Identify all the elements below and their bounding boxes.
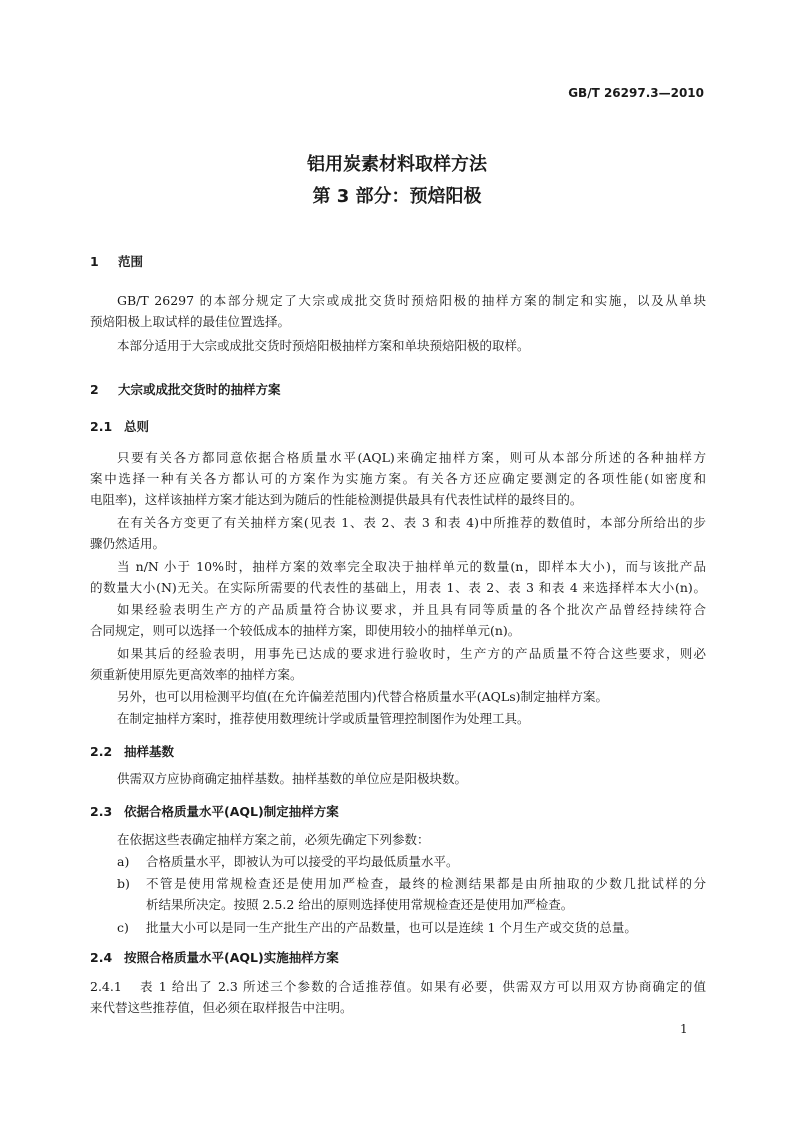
standard-number: GB/T 26297.3—2010 (568, 86, 704, 100)
paragraph-line: 来代替这些推荐值，但必须在取样报告中注明。 (90, 1000, 353, 1015)
paragraph-line: 案中选择一种有关各方都认可的方案作为实施方案。有关各方还应确定要测定的各项性能(如密度和 (90, 471, 706, 486)
paragraph: 在依据这些表确定抽样方案之前，必须先确定下列参数： (117, 832, 430, 847)
section-number: 2.1 (90, 419, 113, 434)
paragraph-line: GB/T 26297 的本部分规定了大宗或成批交货时预焙阳极的抽样方案的制定和实施，以及从单块 (117, 293, 706, 308)
section-1-heading (90, 252, 143, 270)
section-number: 2.3 (90, 804, 113, 819)
section-number: 1 (90, 254, 99, 269)
list-marker-a: a) (117, 854, 130, 869)
paragraph-line: 表 1 给出了 2.3 所述三个参数的合适推荐值。如果有必要，供需双方可以用双方协商确定的值 (140, 979, 706, 994)
paragraph-line: 如果经验表明生产方的产品质量符合协议要求，并且具有同等质量的各个批次产品曾经持续符合 (117, 602, 706, 617)
section-title: 总则 (124, 419, 150, 434)
page-number: 1 (680, 1022, 688, 1036)
section-2-2-heading (90, 742, 174, 760)
section-title: 大宗或成批交货时的抽样方案 (118, 382, 281, 397)
section-2-1-heading (90, 417, 149, 435)
paragraph-line: 合同规定，则可以选择一个较低成本的抽样方案，即使用较小的抽样单元(n)。 (90, 623, 521, 638)
section-2-4-heading (90, 948, 339, 966)
list-item-c: 批量大小可以是同一生产批生产出的产品数量，也可以是连续 1 个月生产或交货的总量。 (146, 920, 637, 935)
paragraph: 供需双方应协商确定抽样基数。抽样基数的单位应是阳极块数。 (117, 771, 468, 786)
section-2-3-heading (90, 802, 339, 820)
document-subtitle: 第 3 部分：预焙阳极 (312, 186, 482, 207)
paragraph-line: 另外，也可以用检测平均值(在允许偏差范围内)代替合格质量水平(AQLs)制定抽样方案。 (117, 689, 608, 704)
clause-number: 2.4.1 (90, 979, 122, 994)
list-marker-c: c) (117, 920, 129, 935)
paragraph-line: 在制定抽样方案时，推荐使用数理统计学或质量管理控制图作为处理工具。 (117, 711, 530, 726)
paragraph: 本部分适用于大宗或成批交货时预焙阳极抽样方案和单块预焙阳极的取样。 (117, 338, 530, 353)
paragraph-line: 当 n/N 小于 10%时，抽样方案的效率完全取决于抽样单元的数量(n，即样本大小)，而与该批产品 (117, 559, 706, 574)
section-2-heading (90, 380, 281, 398)
section-title: 按照合格质量水平(AQL)实施抽样方案 (124, 950, 339, 965)
list-item-b-line: 不管是使用常规检查还是使用加严检查，最终的检测结果都是由所抽取的少数几批试样的分 (146, 876, 706, 891)
document-title: 铝用炭素材料取样方法 (307, 154, 487, 175)
paragraph-line: 须重新使用原先更高效率的抽样方案。 (90, 667, 303, 682)
list-item-b-line: 析结果所决定。按照 2.5.2 给出的原则选择使用常规检查还是使用加严检查。 (146, 897, 574, 912)
list-marker-b: b) (117, 876, 130, 891)
section-number: 2 (90, 382, 99, 397)
section-title: 抽样基数 (124, 744, 175, 759)
paragraph-line: 预焙阳极上取试样的最佳位置选择。 (90, 314, 291, 329)
section-number: 2.4 (90, 950, 113, 965)
paragraph-line: 的数量大小(N)无关。在实际所需要的代表性的基础上，用表 1、表 2、表 3 和表 4 来选择样本大小(n)。 (90, 580, 706, 595)
paragraph-line: 如果其后的经验表明，用事先已达成的要求进行验收时，生产方的产品质量不符合这些要求，则必 (117, 646, 706, 661)
list-item-a: 合格质量水平，即被认为可以接受的平均最低质量水平。 (146, 854, 459, 869)
section-title: 范围 (118, 254, 144, 269)
paragraph-line: 只要有关各方都同意依据合格质量水平(AQL)来确定抽样方案，则可从本部分所述的各种抽样方 (117, 450, 706, 465)
paragraph-line: 在有关各方变更了有关抽样方案(见表 1、表 2、表 3 和表 4)中所推荐的数值时，本部分所给出的步 (117, 515, 706, 530)
paragraph-line: 电阻率)，这样该抽样方案才能达到为随后的性能检测提供最具有代表性试样的最终目的。 (90, 492, 583, 507)
paragraph-line: 骤仍然适用。 (90, 536, 166, 551)
section-title: 依据合格质量水平(AQL)制定抽样方案 (124, 804, 339, 819)
section-number: 2.2 (90, 744, 113, 759)
